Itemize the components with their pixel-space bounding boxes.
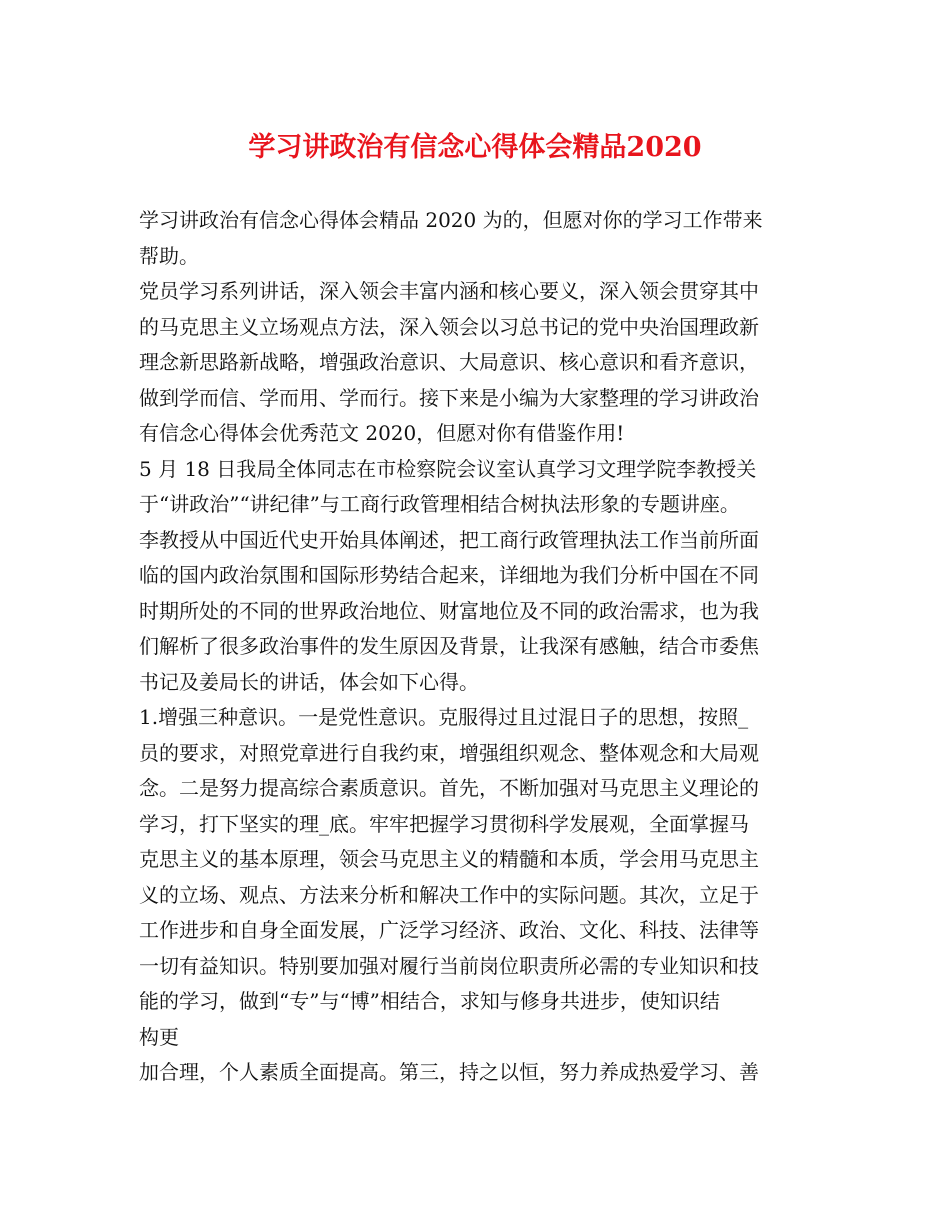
body-line: 们解析了很多政治事件的发生原因及背景，让我深有感触，结合市委焦 [139, 634, 759, 658]
body-line: 李教授从中国近代史开始具体阐述，把工商行政管理执法工作当前所面 [139, 527, 759, 552]
body-line: 员的要求，对照党章进行自我约束，增强组织观念、整体观念和大局观 [139, 740, 759, 765]
body-line: 克思主义的基本原理，领会马克思主义的精髓和本质，学会用马克思主 [139, 847, 759, 871]
body-line: 念。二是努力提高综合素质意识。首先，不断加强对马克思主义理论的 [139, 776, 759, 800]
body-line: 一切有益知识。特别要加强对履行当前岗位职责所必需的专业知识和技 [139, 953, 759, 978]
body-line: 做到学而信、学而用、学而行。接下来是小编为大家整理的学习讲政治 [139, 385, 759, 410]
body-line: 时期所处的不同的世界政治地位、财富地位及不同的政治需求，也为我 [139, 598, 759, 623]
body-line: 义的立场、观点、方法来分析和解决工作中的实际问题。其次，立足于 [139, 882, 759, 907]
body-line: 构更 [139, 1024, 179, 1049]
body-line: 理念新思路新战略，增强政治意识、大局意识、核心意识和看齐意识， [139, 350, 759, 374]
body-line: 临的国内政治氛围和国际形势结合起来，详细地为我们分析中国在不同 [139, 563, 759, 587]
body-line: 能的学习，做到“专”与“博”相结合，求知与修身共进步，使知识结 [139, 989, 720, 1013]
body-line: 加合理，个人素质全面提高。第三，持之以恒，努力养成热爱学习、善 [139, 1060, 759, 1084]
body-line: 帮助。 [139, 243, 199, 268]
body-line: 书记及姜局长的讲话，体会如下心得。 [139, 669, 479, 694]
document-title: 学习讲政治有信念心得体会精品2020 [248, 132, 702, 163]
body-line: 学习，打下坚实的理_底。牢牢把握学习贯彻科学发展观，全面掌握马 [139, 811, 749, 836]
body-line: 5 月 18 日我局全体同志在市检察院会议室认真学习文理学院李教授关 [139, 456, 757, 481]
document-body [139, 203, 839, 1091]
body-line: 党员学习系列讲话，深入领会丰富内涵和核心要义，深入领会贯穿其中 [139, 279, 759, 303]
body-line: 的马克思主义立场观点方法，深入领会以习总书记的党中央治国理政新 [139, 314, 759, 339]
body-line: 于“讲政治”“讲纪律”与工商行政管理相结合树执法形象的专题讲座。 [139, 492, 740, 516]
body-line: 有信念心得体会优秀范文 2020，但愿对你有借鉴作用! [139, 421, 625, 445]
body-line: 学习讲政治有信念心得体会精品 2020 为的，但愿对你的学习工作带来 [139, 208, 763, 232]
body-line: 1.增强三种意识。一是党性意识。克服得过且过混日子的思想，按照_ [139, 705, 749, 729]
body-line: 工作进步和自身全面发展，广泛学习经济、政治、文化、科技、法律等 [139, 918, 759, 942]
